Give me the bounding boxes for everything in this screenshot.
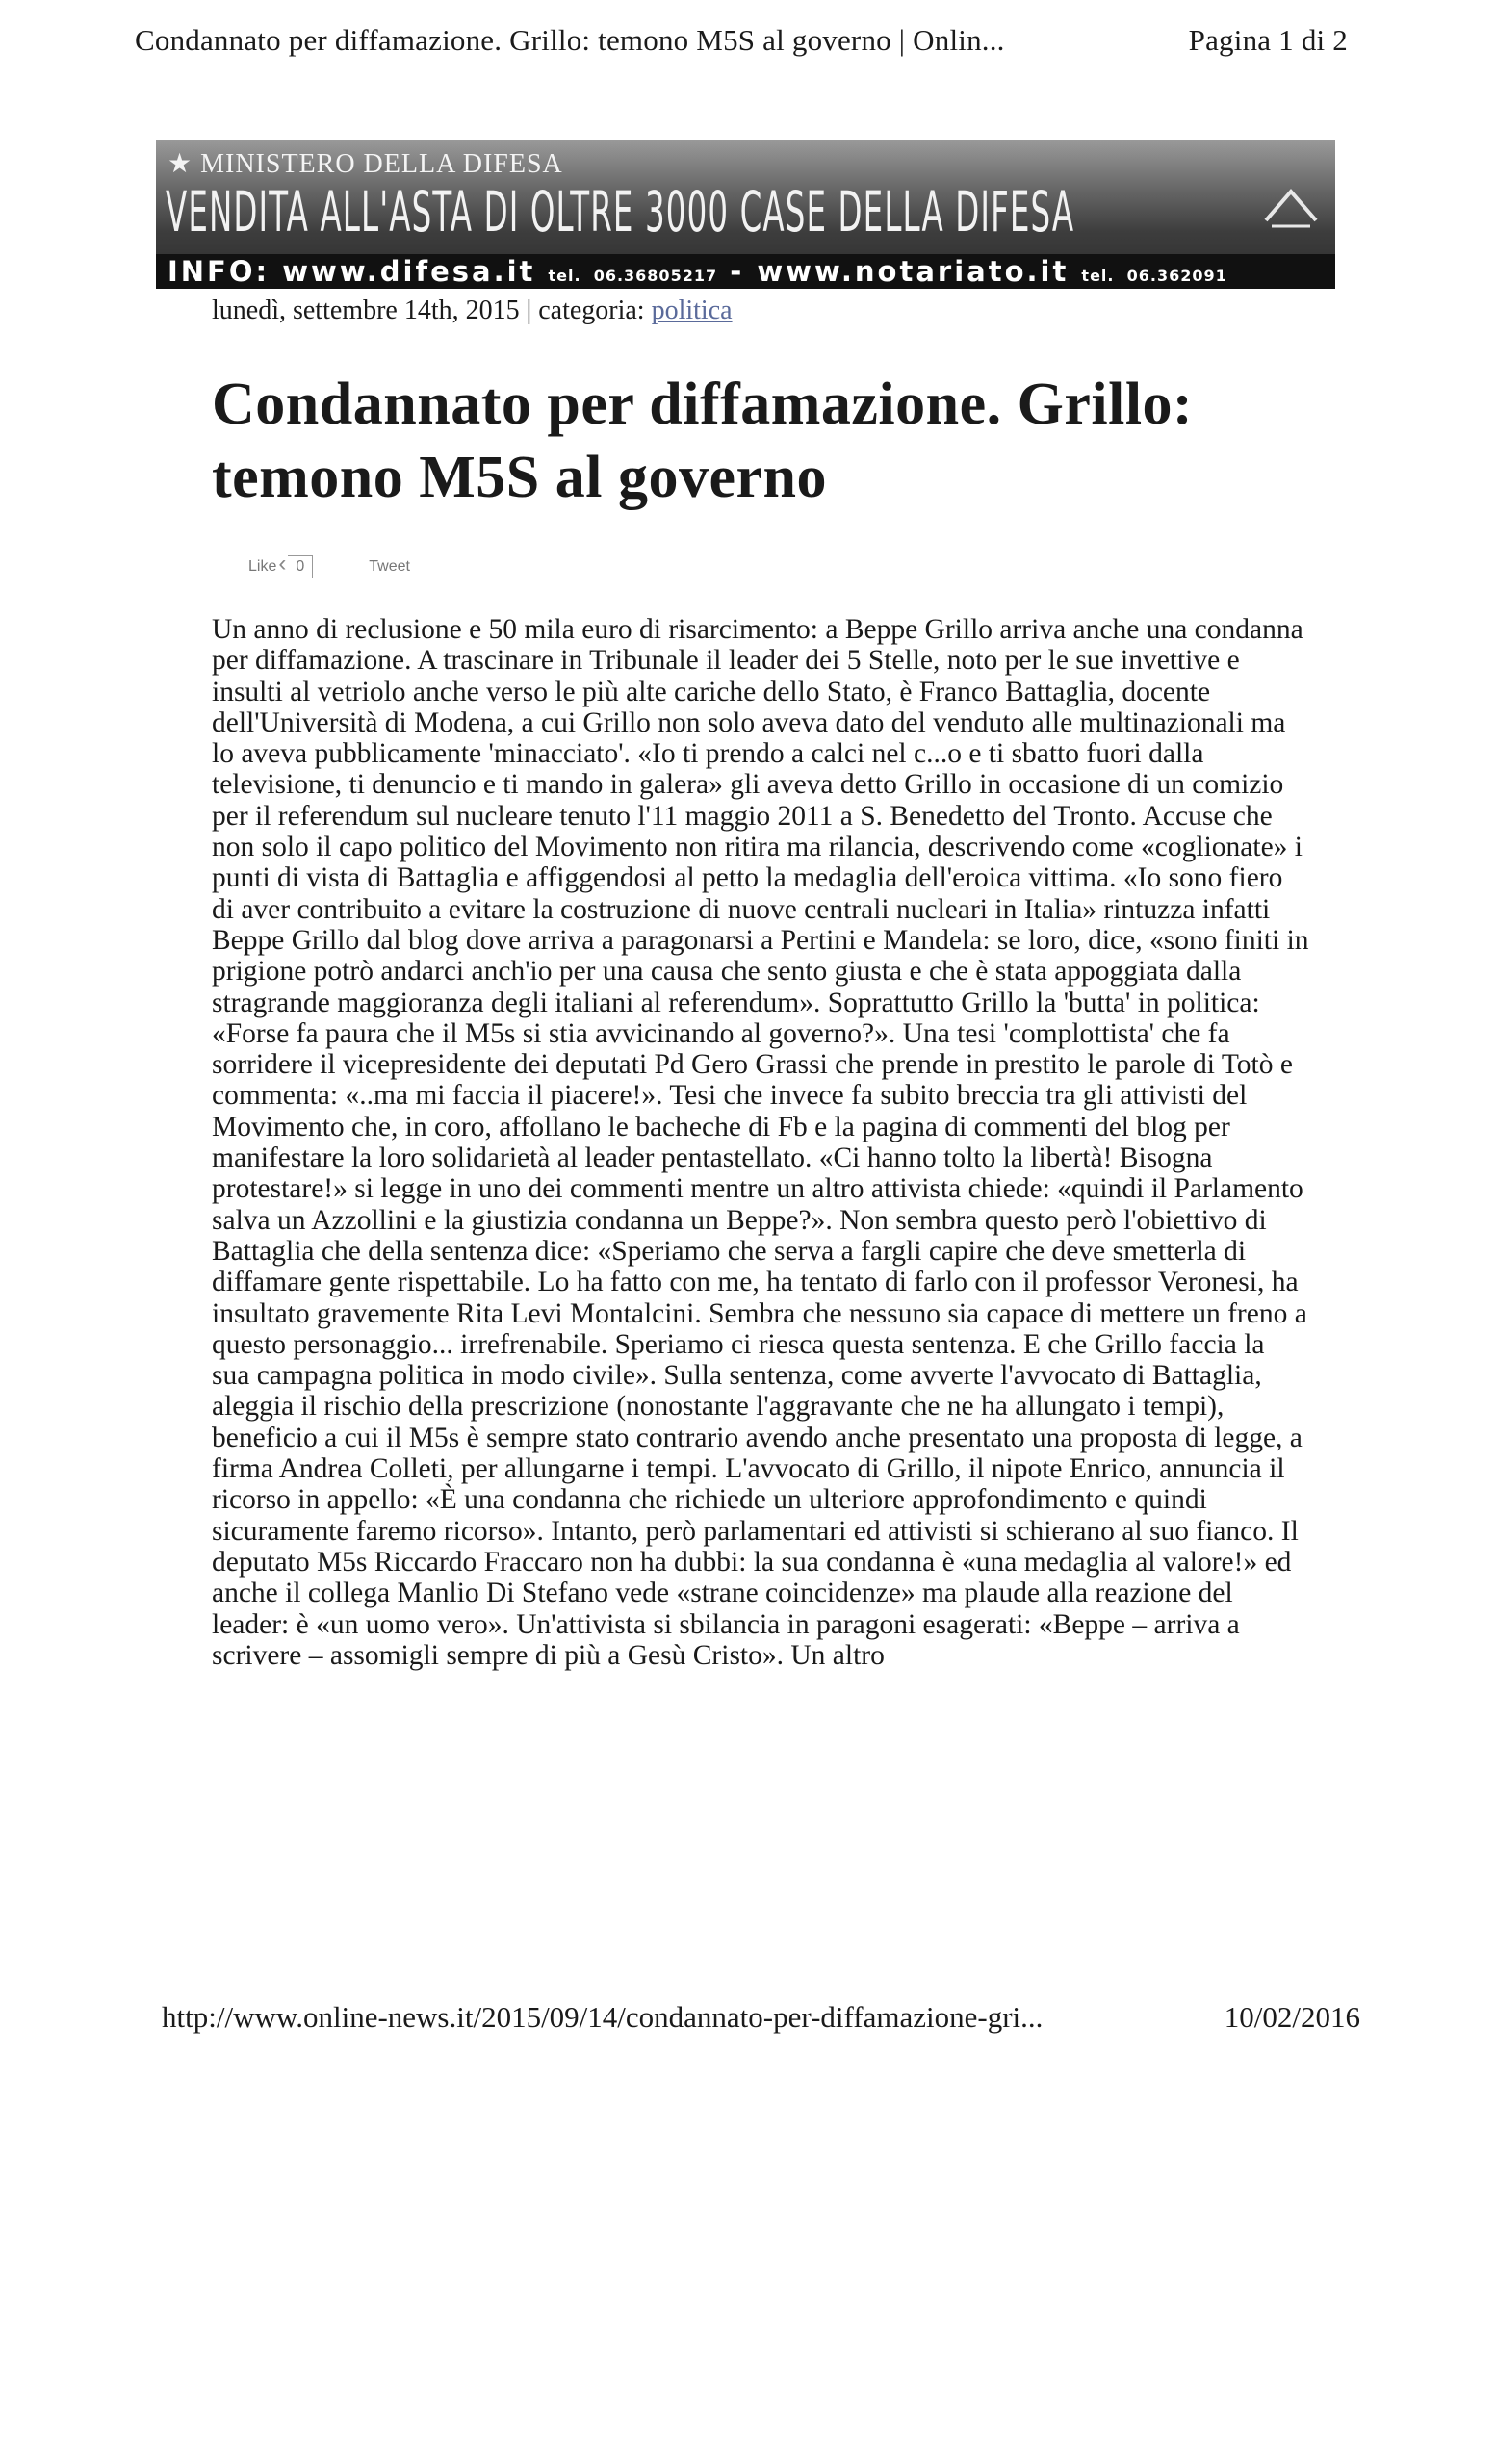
print-header — [135, 23, 1348, 58]
house-roof-icon — [1262, 178, 1320, 236]
print-header-title: Condannato per diffamazione. Grillo: temono M5S al governo | Onlin... — [135, 23, 1005, 57]
ad-banner[interactable] — [156, 140, 1335, 289]
print-footer-url: http://www.online-news.it/2015/09/14/condannato-per-diffamazione-gri... — [162, 2000, 1044, 2034]
social-buttons — [248, 555, 410, 578]
print-header-page: Pagina 1 di 2 — [1188, 23, 1348, 57]
like-button[interactable]: Like — [248, 558, 277, 575]
star-icon: ★ — [168, 149, 193, 179]
category-link[interactable]: politica — [651, 295, 733, 325]
article-date: lunedì, settembre 14th, 2015 | categoria: — [212, 295, 645, 325]
like-count: ‹ 0 — [288, 555, 313, 578]
print-footer — [162, 2000, 1360, 2035]
banner-ministry: ★ MINISTERO DELLA DIFESA — [168, 149, 563, 179]
print-footer-date: 10/02/2016 — [1224, 2000, 1360, 2034]
article-meta — [212, 295, 733, 326]
article-title: Condannato per diffamazione. Grillo: temono M5S al governo — [212, 372, 1194, 510]
banner-title: VENDITA ALL'ASTA DI OLTRE 3000 CASE DELLA DIFESA — [166, 179, 1075, 244]
article-body: Un anno di reclusione e 50 mila euro di risarcimento: a Beppe Grillo arriva anche una condanna per diffamazione. A trascinare in Tribunale il leader dei 5 Stelle, noto per le sue invettive e insulti al vetriolo anche verso le più alte cariche dello Stato, è Franco Battaglia, docente dell'Università di Modena, a cui Grillo non solo aveva dato del venduto alle multinazionali ma lo aveva pubblicamente 'minacciato'. «Io ti prendo a calci nel c...o e ti sbatto fuori dalla televisione, ti denuncio e ti mando in galera» gli aveva detto Grillo in occasione di un comizio per il referendum sul nucleare tenuto l'11 maggio 2011 a S. Benedetto del Tronto. Accuse che non solo il capo politico del Movimento non ritira ma rilancia, descrivendo come «coglionate» i punti di vista di Battaglia e affiggendosi al petto la medaglia dell'eroica vittima. «Io sono fiero di aver contribuito a evitare la costruzione di nuove centrali nucleari in Italia» rintuzza infatti Beppe Grillo dal blog dove arriva a paragonarsi a Pertini e Mandela: se loro, dice, «sono finiti in prigione potrò andarci anch'io per una causa che sento giusta e che è stata appoggiata dalla stragrande maggioranza degli italiani al referendum». Soprattutto Grillo la 'butta' in politica: «Forse fa paura che il M5s si stia avvicinando al governo?». Una tesi 'complottista' che fa sorridere il vicepresidente dei deputati Pd Gero Grassi che prende in prestito le parole di Totò e commenta: «..ma mi faccia il piacere!». Tesi che invece fa subito breccia tra gli attivisti del Movimento che, in coro, affollano le bacheche di Fb e la pagina di commenti del blog per manifestare la loro solidarietà al leader pentastellato. «Ci hanno tolto la libertà! Bisogna protestare!» si legge in uno dei commenti mentre un altro attivista chiede: «quindi il Parlamento salva un Azzollini e la giustizia condanna un Beppe?». Non sembra questo però l'obiettivo di Battaglia che della sentenza dice: «Speriamo che serva a fargli capire che deve smetterla di diffamare gente rispettabile. Lo ha fatto con me, ha tentato di farlo con il professor Veronesi, ha insultato gravemente Rita Levi Montalcini. Sembra che nessuno sia capace di mettere un freno a questo personaggio... irrefrenabile. Speriamo ci riesca questa sentenza. E che Grillo faccia la sua campagna politica in modo civile». Sulla sentenza, come avverte l'avvocato di Battaglia, aleggia il rischio della prescrizione (nonostante l'aggravante che ne ha allungato i tempi), beneficio a cui il M5s è sempre stato contrario avendo anche presentato una proposta di legge, a firma Andrea Colleti, per allungarne i tempi. L'avvocato di Grillo, il nipote Enrico, annuncia il ricorso in appello: «È una condanna che richiede un ulteriore approfondimento e quindi sicuramente faremo ricorso». Intanto, però parlamentari ed attivisti si schierano al suo fianco. Il deputato M5s Riccardo Fraccaro non ha dubbi: la sua condanna è «una medaglia al valore!» ed anche il collega Manlio Di Stefano vede «strane coincidenze» ma plaude alla reazione del leader: è «un uomo vero». Un'attivista si sbilancia in paragoni esagerati: «Beppe – arriva a scrivere – assomigli sempre di più a Gesù Cristo». Un altro — [212, 614, 1309, 1671]
banner-info-bar: INFO: www.difesa.it tel. 06.36805217 - www.notariato.it tel. 06.362091 — [156, 254, 1335, 289]
tweet-button[interactable]: Tweet — [369, 558, 410, 575]
